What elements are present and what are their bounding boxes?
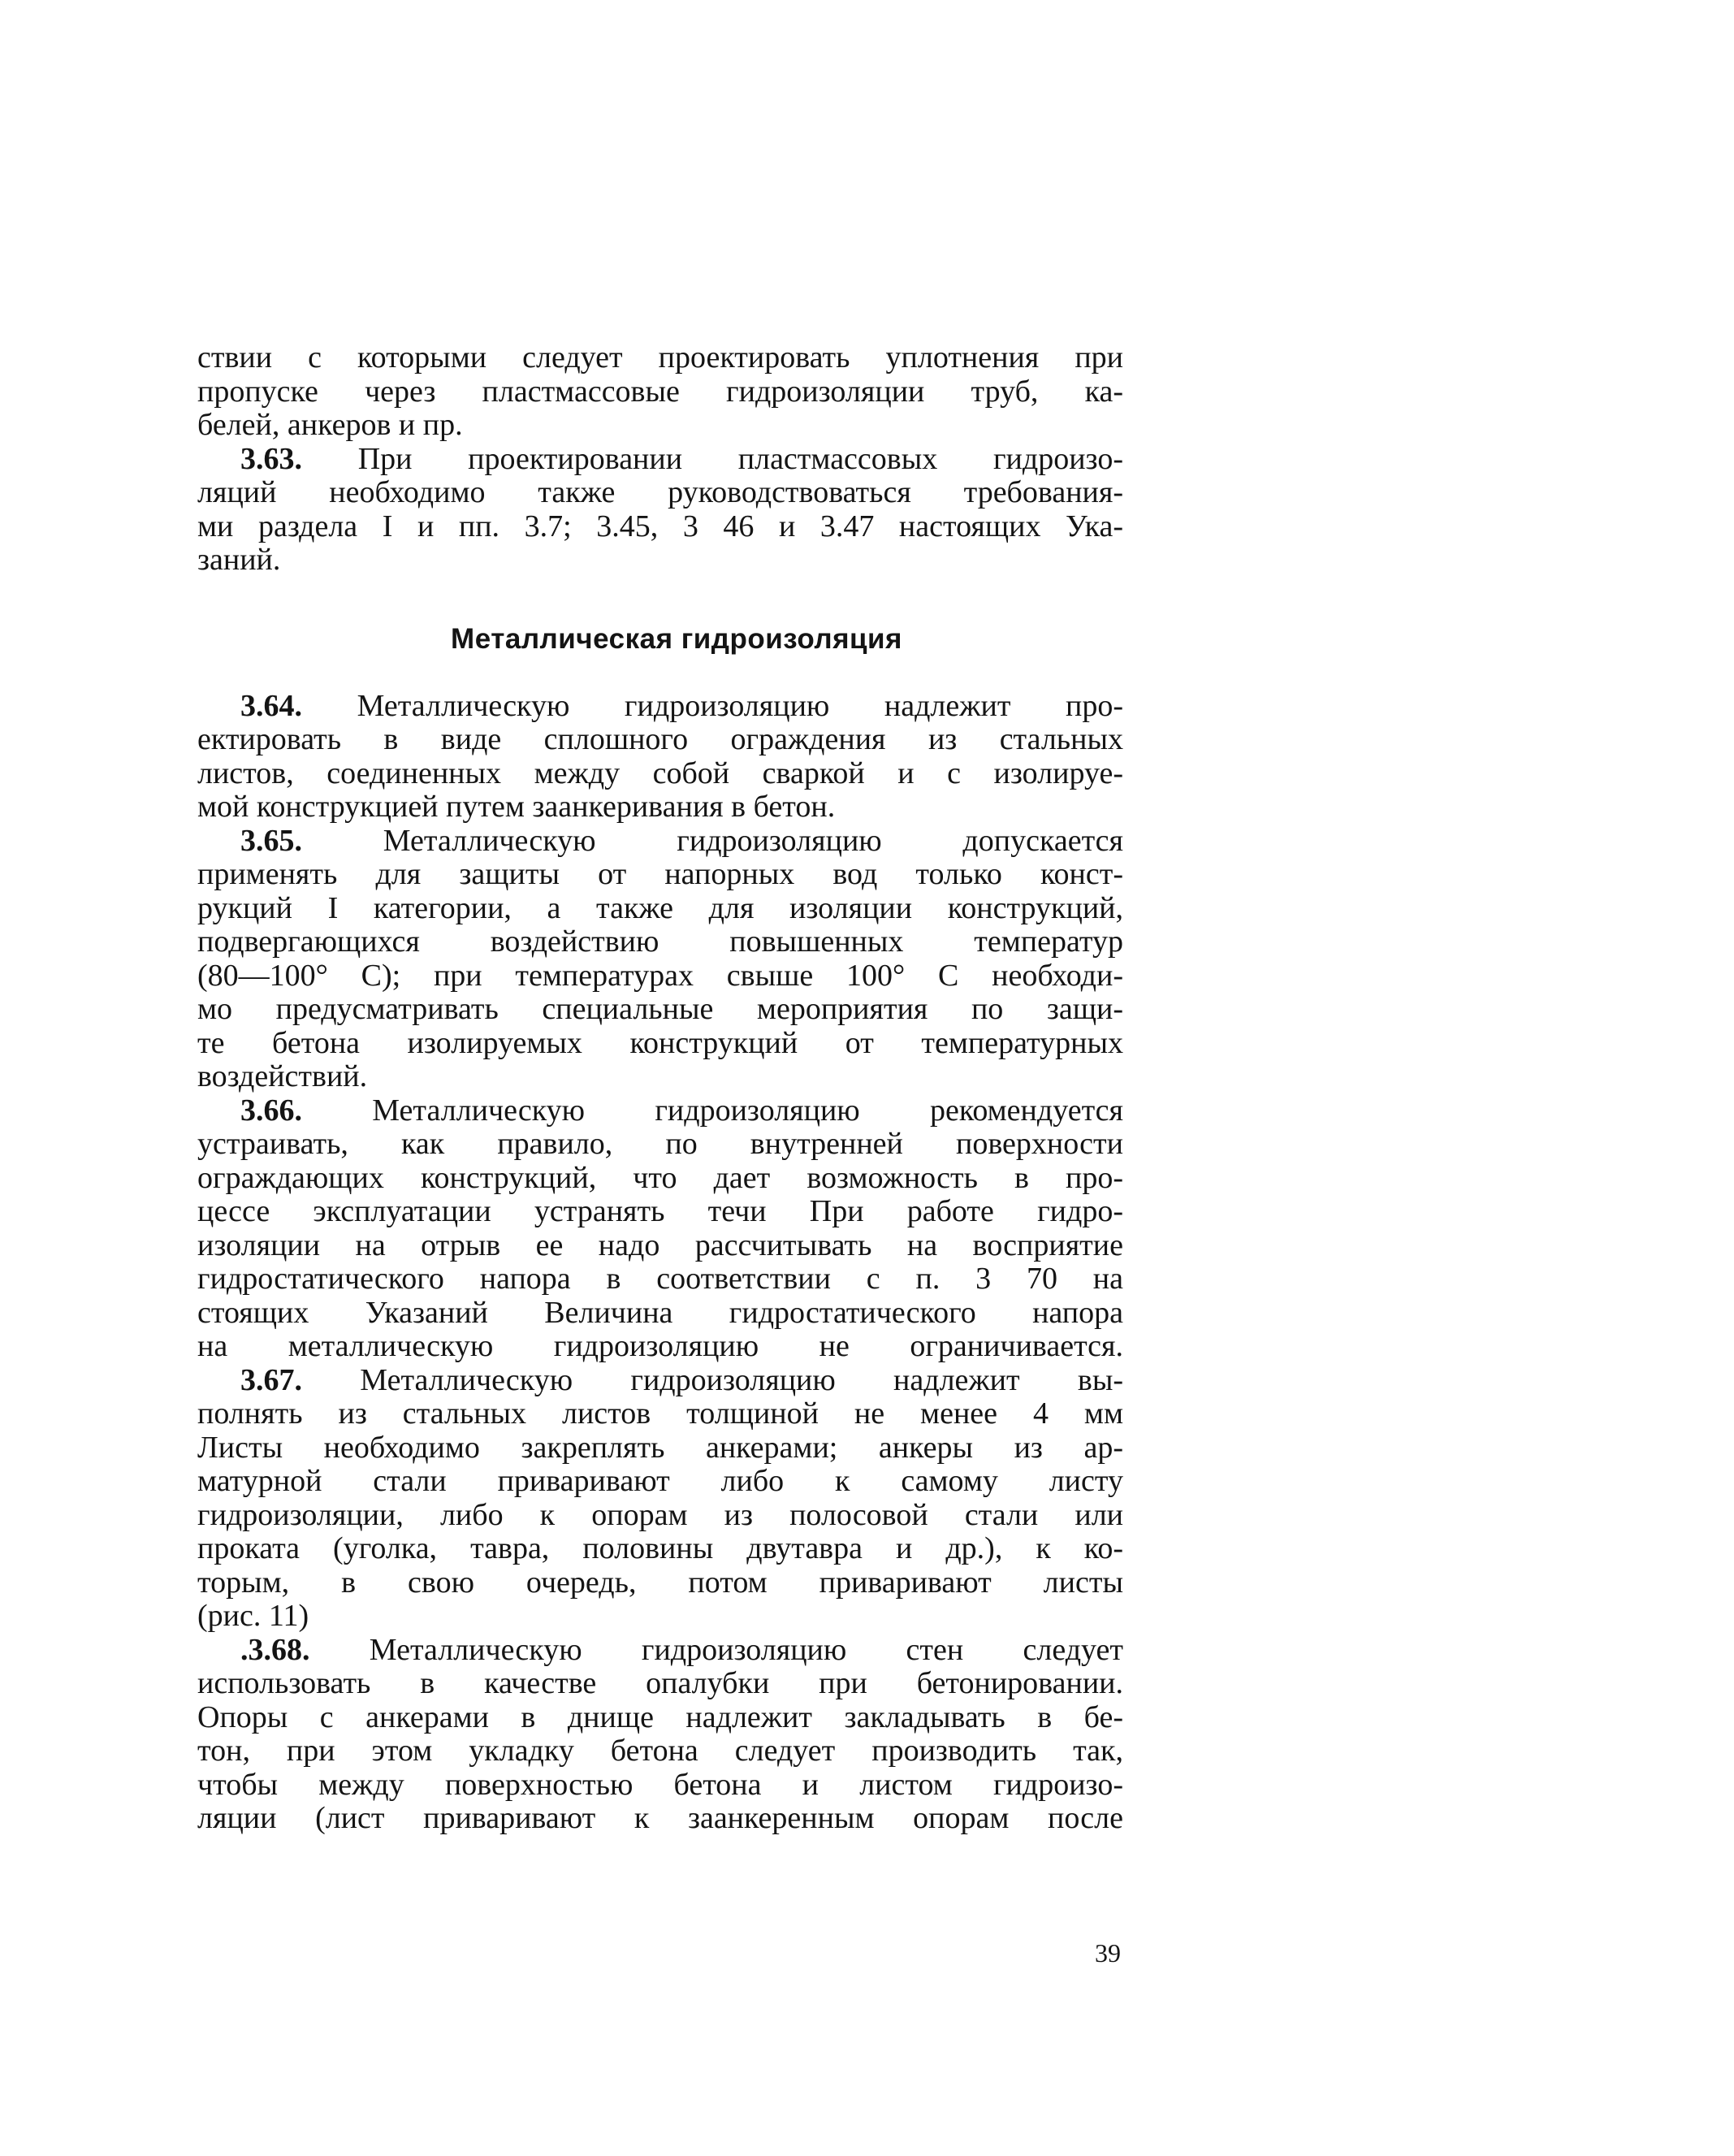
text-fragment: Металлическую гидроизоляцию допускается [383, 823, 1123, 858]
paragraph-3-64 [197, 690, 1123, 825]
text-line [197, 690, 1123, 724]
paragraph-number: 3.65. [240, 823, 302, 858]
text-line: мой конструкцией путем заанкеривания в бетон. [197, 790, 836, 824]
paragraph-number: 3.67. [240, 1362, 302, 1397]
text-line [197, 1364, 1123, 1398]
text-line: белей, анкеров и пр. [197, 408, 463, 442]
text-line: Опоры с анкерами в днище надлежит закладывать в бе- [197, 1699, 1123, 1734]
text-line: чтобы между поверхностью бетона и листом гидроизо- [197, 1767, 1123, 1802]
text-line: Листы необходимо закреплять анкерами; анкеры из ар- [197, 1430, 1123, 1465]
text-fragment: Металлическую гидроизоляцию надлежит вы- [360, 1362, 1124, 1397]
paragraph-3-66 [197, 1094, 1123, 1364]
section-heading: Металлическая гидроизоляция [451, 622, 902, 655]
page-body [197, 341, 1123, 1836]
text-fragment: Металлическую гидроизоляцию рекомендуется [372, 1093, 1123, 1128]
text-line [197, 1094, 1123, 1128]
text-line: проката (уголка, тавра, половины двутавра и др.), к ко- [197, 1531, 1123, 1565]
text-line: цессе эксплуатации устранять течи При работе гидро- [197, 1194, 1123, 1228]
text-line: воздействий. [197, 1059, 368, 1093]
text-line: ектировать в виде сплошного ограждения из стальных [197, 722, 1123, 756]
text-line: ляций необходимо также руководствоваться требования- [197, 475, 1123, 509]
text-line: матурной стали приваривают либо к самому листу [197, 1464, 1123, 1498]
page-number: 39 [1095, 1938, 1121, 1968]
text-line: пропуске через пластмассовые гидроизоляции труб, ка- [197, 374, 1123, 409]
text-line: тон, при этом укладку бетона следует производить так, [197, 1734, 1123, 1768]
text-fragment: Металлическую гидроизоляцию стен следует [369, 1632, 1124, 1667]
section-spacer [197, 578, 1123, 621]
text-line: изоляции на отрыв ее надо рассчитывать на восприятие [197, 1227, 1123, 1262]
text-line: стоящих Указаний Величина гидростатического напора [197, 1295, 1123, 1330]
text-line: листов, соединенных между собой сваркой и с изолируе- [197, 755, 1123, 790]
text-line [197, 1634, 1123, 1668]
paragraph-3-68 [197, 1634, 1123, 1836]
text-line: ограждающих конструкций, что дает возможность в про- [197, 1160, 1123, 1195]
text-line: ми раздела I и пп. 3.7; 3.45, 3 46 и 3.47 настоящих Ука- [197, 509, 1123, 543]
text-line: на металлическую гидроизоляцию не ограничивается. [197, 1329, 1123, 1363]
paragraph-3-65 [197, 825, 1123, 1094]
text-line: полнять из стальных листов толщиной не менее 4 мм [197, 1396, 1123, 1431]
text-fragment: При проектировании пластмассовых гидроизо- [357, 441, 1123, 476]
text-line: ствии с которыми следует проектировать уплотнения при [197, 340, 1123, 374]
paragraph-number: 3.66. [240, 1093, 302, 1128]
text-line: (рис. 11) [197, 1599, 309, 1633]
text-line: рукций I категории, а также для изоляции конструкций, [197, 890, 1123, 925]
text-line: торым, в свою очередь, потом приваривают листы [197, 1565, 1123, 1600]
text-line: ляции (лист приваривают к заанкеренным опорам после [197, 1801, 1123, 1835]
text-line: применять для защиты от напорных вод только конст- [197, 857, 1123, 891]
text-line: гидростатического напора в соответствии с п. 3 70 на [197, 1262, 1123, 1296]
text-line: устраивать, как правило, по внутренней поверхности [197, 1127, 1123, 1161]
text-fragment: Металлическую гидроизоляцию надлежит про- [357, 688, 1123, 723]
text-line: (80—100° С); при температурах свыше 100° С необходи- [197, 958, 1123, 993]
text-line: подвергающихся воздействию повышенных температур [197, 924, 1123, 959]
paragraph-number: 3.63. [240, 441, 302, 476]
paragraph-continuation [197, 341, 1123, 443]
paragraph-3-63 [197, 443, 1123, 578]
text-line: заний. [197, 543, 281, 577]
paragraph-number: 3.64. [240, 688, 302, 723]
text-line: использовать в качестве опалубки при бетонировании. [197, 1666, 1123, 1700]
text-line: мо предусматривать специальные мероприятия по защи- [197, 992, 1123, 1026]
text-line: гидроизоляции, либо к опорам из полосовой стали или [197, 1497, 1123, 1532]
text-line [197, 443, 1123, 477]
paragraph-number: .3.68. [240, 1632, 310, 1667]
paragraph-3-67 [197, 1364, 1123, 1634]
text-line [197, 825, 1123, 859]
text-line: те бетона изолируемых конструкций от температурных [197, 1025, 1123, 1060]
